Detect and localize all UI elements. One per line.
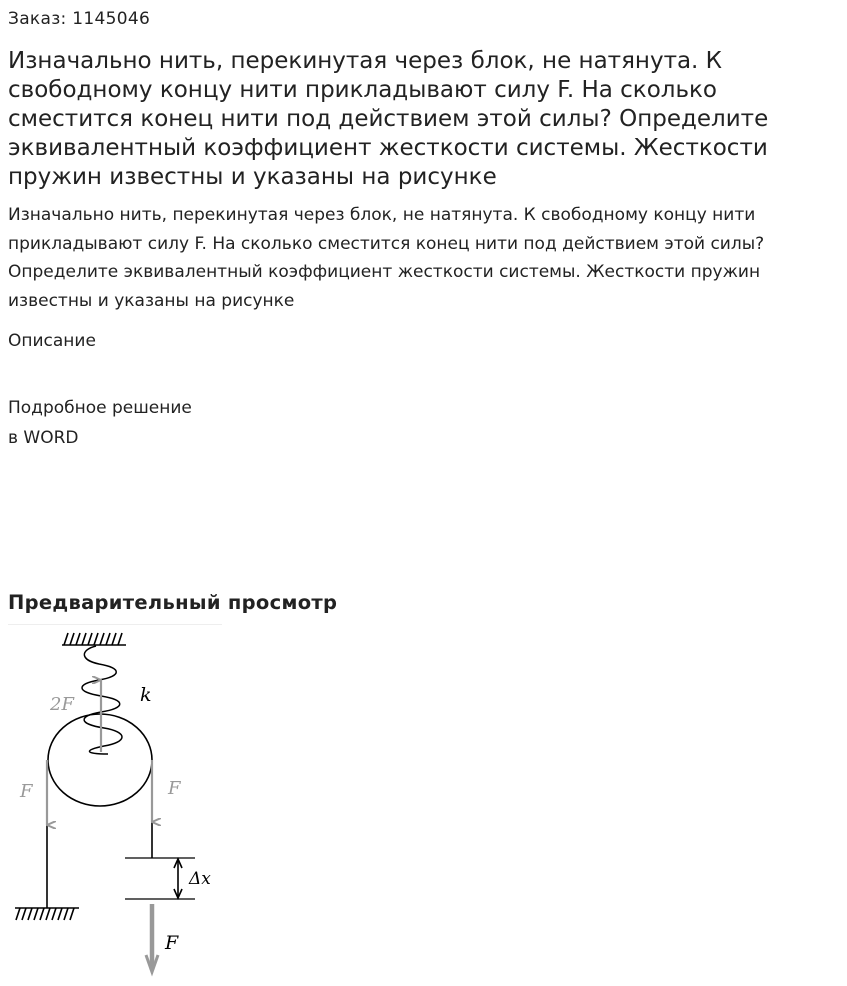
label-f-right: F (168, 778, 181, 799)
preview-heading: Предварительный просмотр (8, 591, 338, 614)
label-f-left: F (20, 781, 33, 802)
order-number: Заказ: 1145046 (8, 9, 151, 29)
solution-line-1: Подробное решение (8, 398, 192, 418)
label-2f: 2F (50, 694, 74, 715)
label-k: k (140, 684, 152, 706)
description-heading: Описание (8, 331, 96, 351)
floor-support (15, 908, 79, 920)
solution-line-2: в WORD (8, 428, 79, 448)
solution-info (8, 393, 192, 453)
task-title: Изначально нить, перекинутая через блок, не натянута. К свободному концу нити прикладывают силу F. На сколько сместится конец нити под действием этой силы? Определите эквивалентный коэффициент жесткости системы. Жесткости пружин известны и указаны на рисунке (8, 48, 769, 190)
task-description: Изначально нить, перекинутая через блок, не натянута. К свободному концу нити прикладывают силу F. На сколько сместится конец нити под действием этой силы? Определите эквивалентный коэффициент жесткости системы. Жесткости пружин известны и указаны на рисунке (8, 205, 765, 311)
label-f-bottom: F (165, 932, 179, 954)
ceiling-support (62, 633, 126, 645)
preview-figure (0, 625, 240, 986)
dx-double-arrow (174, 859, 182, 898)
label-dx: Δx (189, 869, 211, 889)
